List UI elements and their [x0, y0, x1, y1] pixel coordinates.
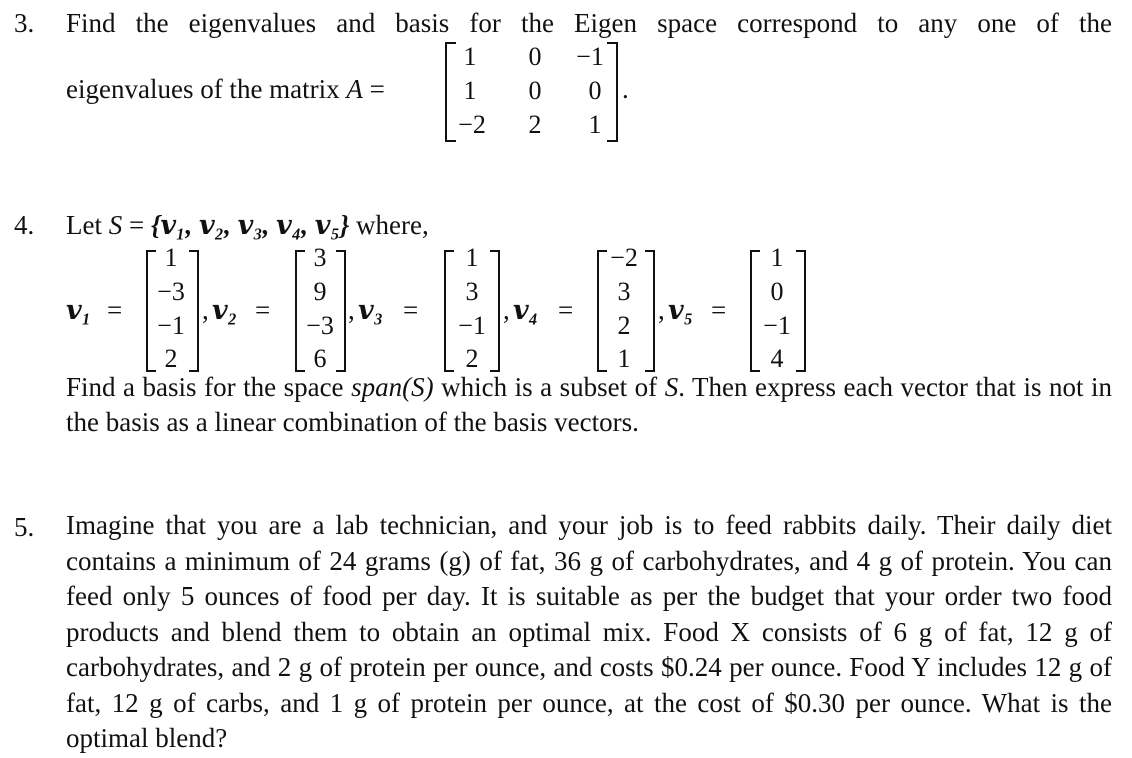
q4-v5-label: 𝒗₅: [668, 295, 694, 325]
q3-matrix-var: A: [346, 74, 363, 104]
q4-v3-label: 𝒗₃: [358, 295, 384, 325]
q3-m-2-0: −2: [458, 110, 486, 139]
q4-v5-eq: =: [711, 295, 727, 325]
q4-v2-label: 𝒗₂: [212, 295, 238, 325]
q4-intro-where: where,: [356, 210, 429, 240]
q4-intro: [66, 212, 429, 239]
q3-eq: =: [369, 74, 385, 104]
q3-line2-text: eigenvalues of the matrix: [66, 74, 340, 104]
q3-m-0-0: 1: [463, 42, 477, 71]
q4-v4-2: 2: [617, 311, 631, 340]
q4-v4-0: −2: [610, 243, 638, 272]
q4-para-c: . Then express each vector that is not in the basis as a linear combination of the basis vectors.: [66, 372, 1113, 437]
q4-intro-eq: =: [128, 210, 145, 240]
q3-m-2-2: 1: [588, 110, 602, 139]
q4-v3-2: −1: [458, 311, 486, 340]
q4-v4-label: 𝒗₄: [513, 295, 539, 325]
q4-v1-label: 𝒗₁: [66, 295, 92, 325]
q4-v3-0: 1: [465, 243, 479, 272]
q4-v5-2: −1: [763, 311, 791, 340]
q4-v5-3: 4: [770, 344, 784, 373]
q4-v5-right-bracket: [796, 250, 806, 372]
q4-v1-eq: =: [107, 295, 123, 325]
q4-v4-1: 3: [617, 277, 631, 306]
q3-line1: Find the eigenvalues and basis for the Eigen space correspond to any one of the: [66, 8, 1112, 38]
q3-m-0-2: −1: [576, 42, 604, 71]
q4-v2-3: 6: [313, 344, 327, 373]
q4-v1-3: 2: [164, 344, 178, 373]
q4-v3-3: 2: [465, 344, 479, 373]
q3-m-2-1: 2: [528, 110, 542, 139]
q4-sep-4: ,: [658, 295, 665, 325]
q4-v5-0: 1: [770, 243, 784, 272]
q4-v1-0: 1: [164, 243, 178, 272]
q4-v1-2: −1: [157, 311, 185, 340]
q4-intro-braces: {𝒗₁, 𝒗₂, 𝒗₃, 𝒗₄, 𝒗₅}: [150, 210, 350, 240]
q4-v2-2: −3: [306, 311, 334, 340]
q4-v2-1: 9: [313, 277, 327, 306]
q4-v4-right-bracket: [645, 250, 655, 372]
q4-para-s: S: [664, 372, 679, 402]
q4-para-span: span(S): [351, 372, 434, 402]
q3-m-1-1: 0: [528, 76, 542, 105]
q4-sep-2: ,: [348, 295, 355, 325]
q3-m-1-2: 0: [588, 76, 602, 105]
q4-paragraph: [66, 370, 1112, 440]
q5-paragraph: Imagine that you are a lab technician, and your job is to feed rabbits daily. Their daily diet contains a minimum of 24 grams (g) of fat, 36 g of carbohydrates, and 4 g of protein. You can feed only 5 ounces of food per day. It is suitable as per the budget that your order two food products and blend them to obtain an optimal mix. Food X consists of 6 g of fat, 12 g of carbohydrates, and 2 g of protein per ounce, and costs $0.24 per ounce. Food Y includes 12 g of fat, 12 g of carbs, and 1 g of protein per ounce, at the cost of $0.30 per ounce. What is the optimal blend?: [66, 510, 1112, 753]
q4-sep-3: ,: [503, 295, 510, 325]
q4-v4-3: 1: [617, 344, 631, 373]
q4-v4-eq: =: [558, 295, 574, 325]
q4-v2-0: 3: [313, 243, 327, 272]
q4-v5-1: 0: [770, 277, 784, 306]
q4-intro-let: Let: [66, 210, 102, 240]
q3-period: .: [622, 74, 629, 104]
q4-v3-eq: =: [403, 295, 419, 325]
q4-v1-1: −3: [157, 277, 185, 306]
q4-intro-set: S: [108, 210, 123, 240]
q4-v3-1: 3: [465, 277, 479, 306]
q3-m-1-0: 1: [463, 76, 477, 105]
q3-m-0-1: 0: [528, 42, 542, 71]
q4-v2-eq: =: [255, 295, 271, 325]
q4-para-b: which is a subset of: [441, 372, 658, 402]
q4-para-a: Find a basis for the space: [66, 372, 344, 402]
q3-line2: [66, 76, 385, 103]
q3-number: 3.: [14, 8, 35, 38]
q4-sep-1: ,: [202, 295, 209, 325]
q4-number: 4.: [14, 210, 35, 240]
q5-number: 5.: [14, 512, 35, 542]
